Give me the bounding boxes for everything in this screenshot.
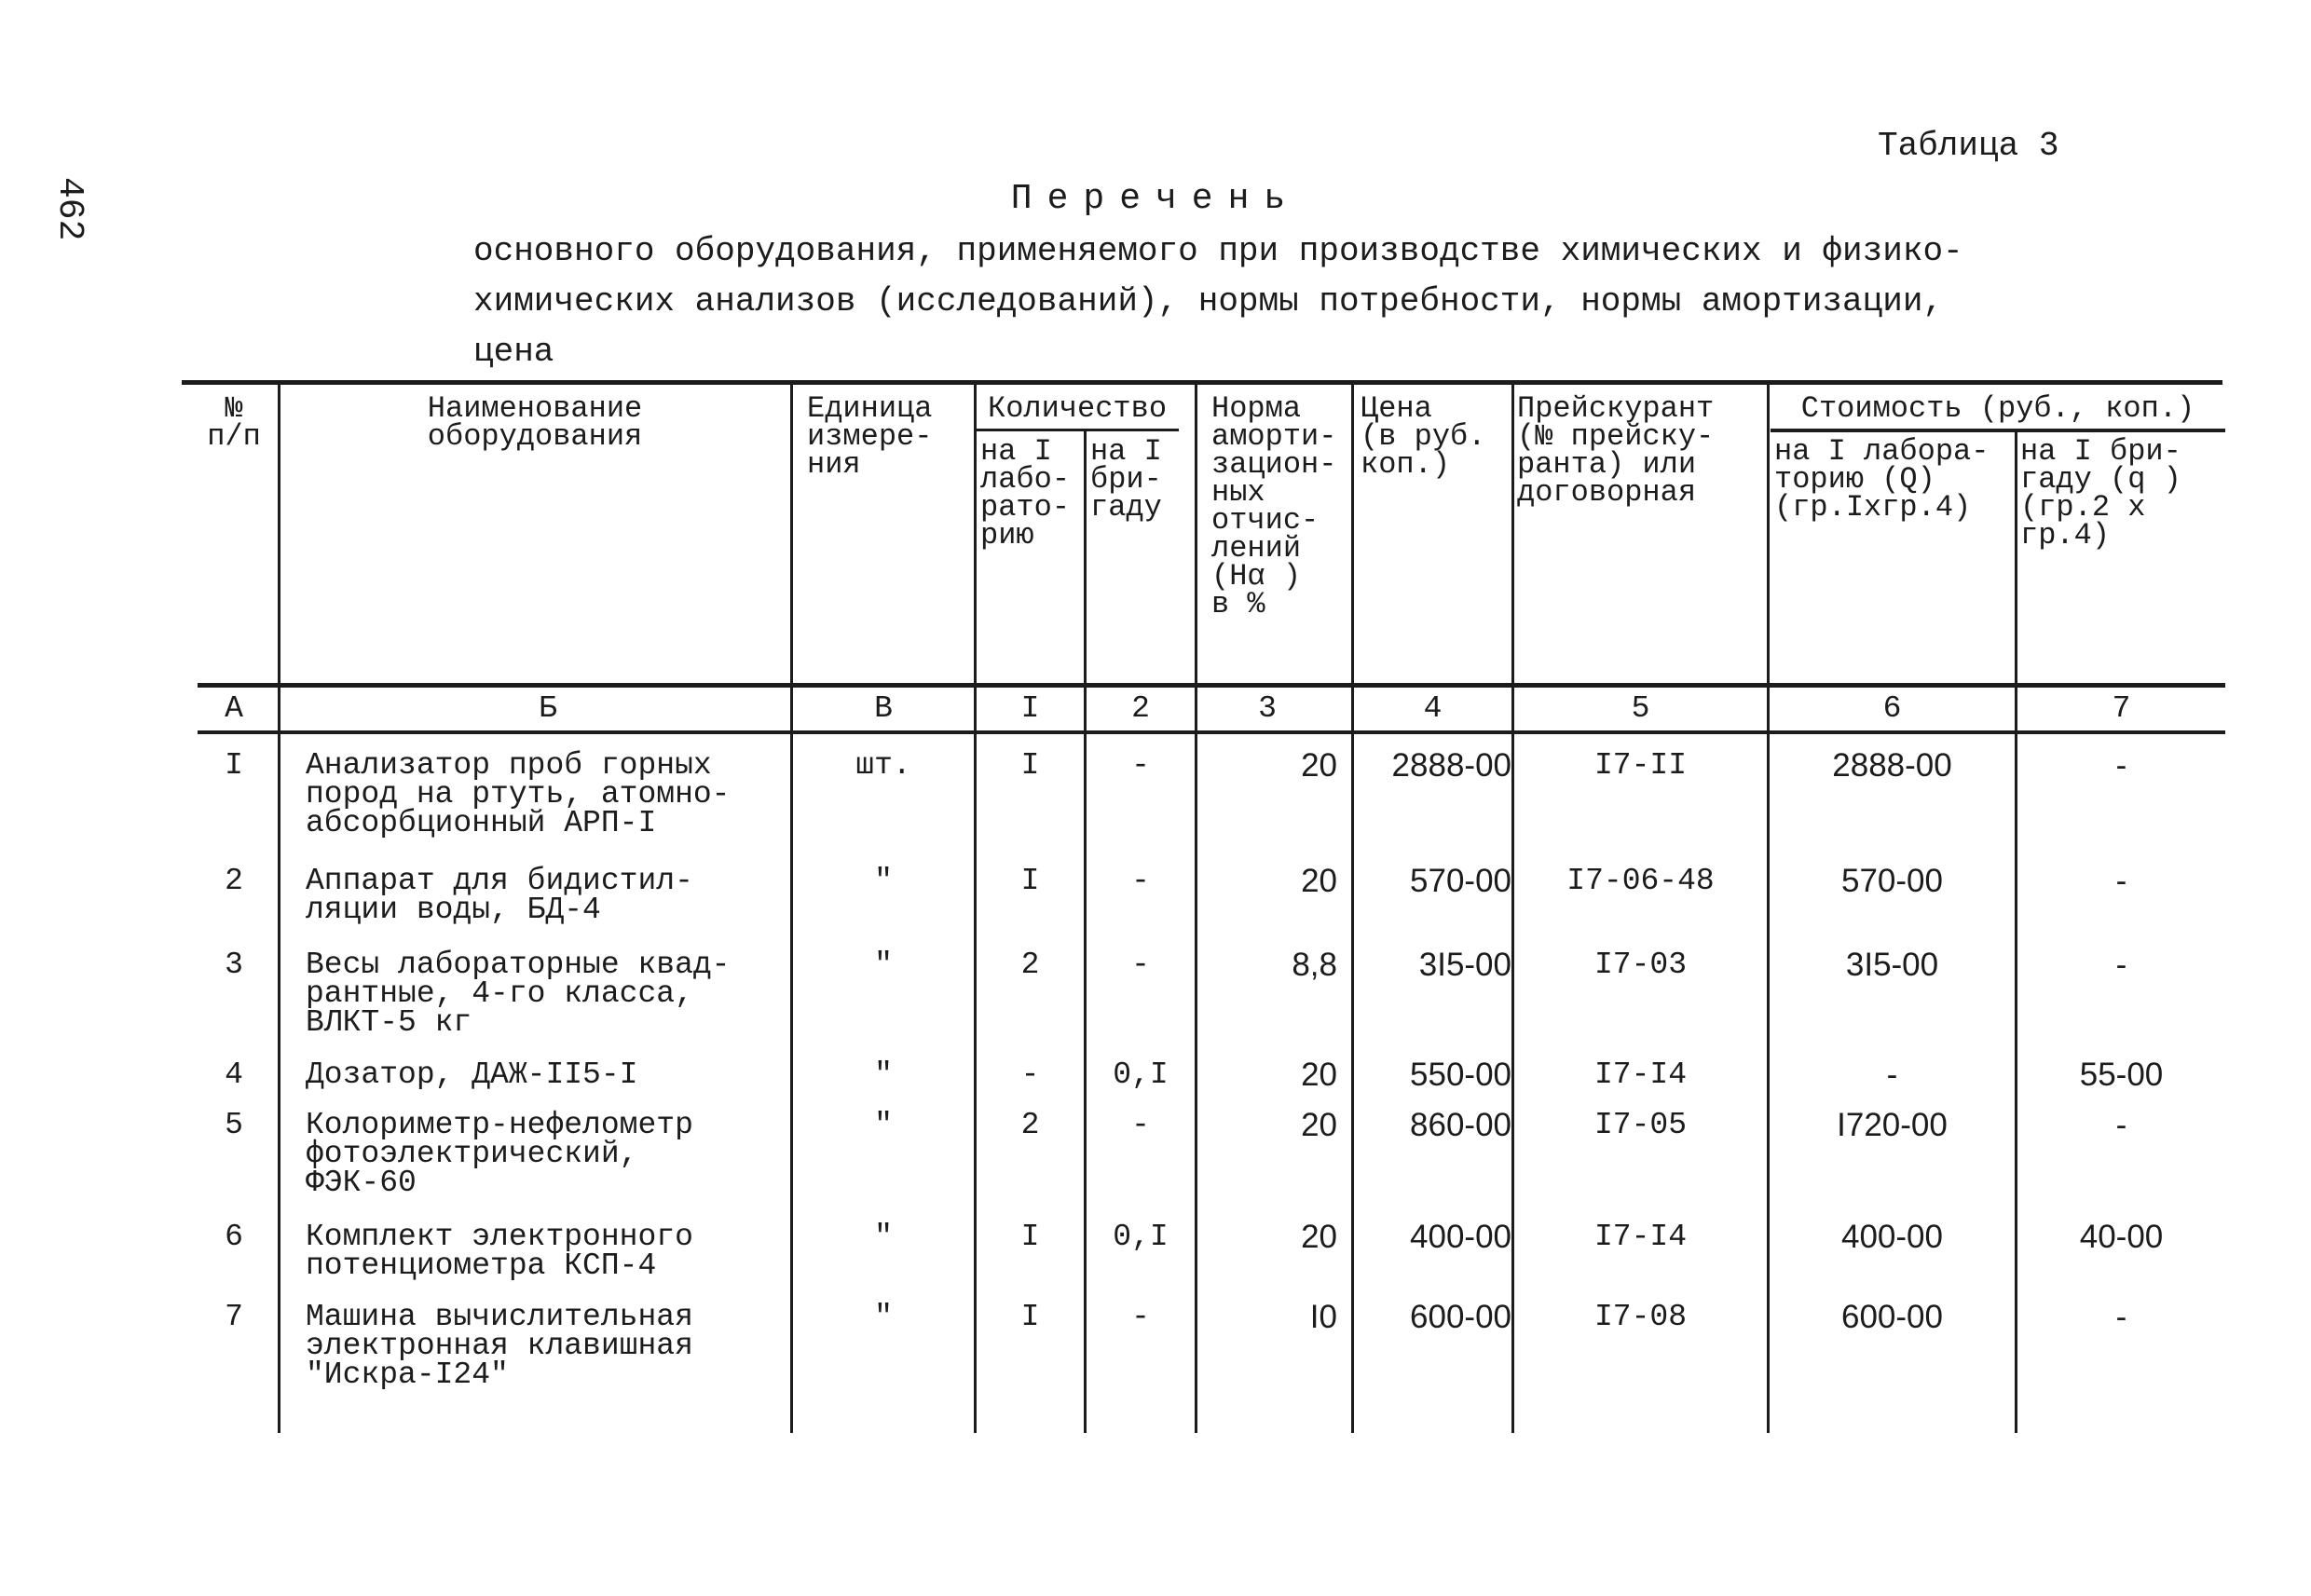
- row-2-pricelist: I7-06-48: [1566, 864, 1715, 898]
- header-norm: Норма аморти- зацион- ных отчис- лений (Hα ) в %: [1211, 391, 1337, 621]
- row-7-price: 600-00: [1410, 1299, 1511, 1335]
- col-divider: [1511, 382, 1514, 1433]
- row-4-norm: 20: [1301, 1057, 1337, 1093]
- column-code: 4: [1423, 691, 1443, 726]
- row-2-num: 2: [225, 864, 243, 898]
- row-6-price: 400-00: [1410, 1219, 1511, 1255]
- header-qty-brigade: на I бри- гаду: [1090, 434, 1162, 525]
- row-6-norm: 20: [1301, 1219, 1337, 1255]
- header-pricelist: Прейскурант (№ прейску- ранта) или договорная: [1517, 391, 1715, 510]
- column-code: 3: [1258, 691, 1277, 726]
- row-2-cost-brig: -: [2115, 863, 2127, 899]
- row-4-cost-lab: -: [1886, 1057, 1898, 1093]
- row-5-cost-lab: I720-00: [1837, 1107, 1948, 1143]
- codes-bottom-rule: [198, 730, 2225, 734]
- row-7-qty-lab: I: [1020, 1300, 1040, 1334]
- row-1-qty-brig: -: [1131, 748, 1150, 783]
- table-top-rule: [182, 380, 2222, 385]
- row-6-name: Комплект электронного потенциометра КСП-4: [306, 1220, 693, 1283]
- row-4-cost-brig: 55-00: [2079, 1057, 2164, 1093]
- header-qty-lab: на I лабо- рато- рию: [980, 434, 1071, 552]
- row-7-cost-brig: -: [2115, 1299, 2127, 1335]
- row-3-qty-lab: 2: [1020, 948, 1040, 982]
- row-7-qty-brig: -: [1131, 1300, 1150, 1334]
- row-1-price: 2888-00: [1391, 747, 1511, 784]
- row-1-cost-brig: -: [2115, 747, 2127, 784]
- col-divider: [790, 382, 793, 1433]
- col-divider: [278, 382, 280, 1433]
- row-7-pricelist: I7-08: [1593, 1300, 1688, 1334]
- header-name: Наименование оборудования: [427, 391, 643, 454]
- column-code: В: [874, 691, 893, 726]
- column-code: 7: [2112, 691, 2131, 726]
- page-number: 462: [49, 177, 89, 241]
- row-5-qty-brig: -: [1131, 1108, 1150, 1142]
- row-6-unit: ": [874, 1220, 893, 1254]
- document-subtitle: основного оборудования, применяемого при производстве химических и физико-химических анализов (исследований), нормы потребности, нормы амортизации, цена: [473, 232, 1963, 371]
- header-unit: Единица измере- ния: [807, 391, 933, 482]
- col-divider: [974, 382, 977, 1433]
- header-num: № п/п: [207, 391, 261, 454]
- row-6-cost-lab: 400-00: [1841, 1219, 1943, 1255]
- header-quantity: Количество: [987, 391, 1168, 426]
- row-5-qty-lab: 2: [1020, 1108, 1040, 1142]
- column-code: Б: [539, 691, 557, 726]
- col-divider: [1084, 429, 1087, 1433]
- row-6-cost-brig: 40-00: [2079, 1219, 2164, 1255]
- row-7-norm: I0: [1309, 1299, 1337, 1335]
- row-3-cost-brig: -: [2115, 947, 2127, 983]
- row-6-qty-lab: I: [1020, 1220, 1040, 1254]
- col-divider: [1351, 382, 1354, 1433]
- row-1-qty-lab: I: [1020, 748, 1040, 783]
- row-5-name: Колориметр-нефелометр фотоэлектрический, ФЭК-60: [306, 1108, 693, 1200]
- row-7-unit: ": [874, 1300, 893, 1334]
- row-2-qty-brig: -: [1131, 864, 1150, 898]
- row-1-name: Анализатор проб горных пород на ртуть, атомно- абсорбционный АРП-I: [306, 748, 731, 840]
- row-3-unit: ": [874, 948, 893, 982]
- row-1-num: I: [225, 748, 243, 783]
- row-7-num: 7: [225, 1300, 243, 1334]
- row-6-qty-brig: 0,I: [1113, 1220, 1169, 1254]
- row-3-norm: 8,8: [1292, 947, 1337, 983]
- row-6-num: 6: [225, 1220, 243, 1254]
- column-code: 2: [1131, 691, 1150, 726]
- header-bottom-rule: [198, 683, 2225, 688]
- row-2-norm: 20: [1301, 863, 1337, 899]
- row-5-cost-brig: -: [2115, 1107, 2127, 1143]
- row-5-unit: ": [874, 1108, 893, 1142]
- row-3-price: 3I5-00: [1418, 947, 1511, 983]
- row-4-name: Дозатор, ДАЖ-II5-I: [306, 1057, 638, 1092]
- row-2-price: 570-00: [1410, 863, 1511, 899]
- row-7-cost-lab: 600-00: [1841, 1299, 1943, 1335]
- header-cost-lab: на I лабора- торию (Q) (гр.Iхгр.4): [1774, 434, 1990, 525]
- row-1-unit: шт.: [855, 748, 911, 783]
- row-5-price: 860-00: [1410, 1107, 1511, 1143]
- row-3-name: Весы лабораторные квад- рантные, 4-го класса, ВЛКТ-5 кг: [306, 948, 731, 1040]
- header-cost-brigade: на I бри- гаду (q ) (гр.2 х гр.4): [2020, 434, 2181, 552]
- row-1-norm: 20: [1301, 747, 1337, 784]
- row-5-norm: 20: [1301, 1107, 1337, 1143]
- column-code: 6: [1882, 691, 1902, 726]
- row-3-num: 3: [225, 948, 243, 982]
- row-4-qty-lab: -: [1020, 1057, 1040, 1092]
- row-5-pricelist: I7-05: [1593, 1108, 1688, 1142]
- row-2-name: Аппарат для бидистил- ляции воды, БД-4: [306, 864, 693, 927]
- cost-group-underline: [1771, 429, 2225, 432]
- table-label: Таблица 3: [1878, 127, 2059, 165]
- row-3-cost-lab: 3I5-00: [1845, 947, 1939, 983]
- row-3-qty-brig: -: [1131, 948, 1150, 982]
- document-title: Перечень: [1010, 179, 1301, 219]
- row-4-price: 550-00: [1410, 1057, 1511, 1093]
- row-3-pricelist: I7-03: [1593, 948, 1688, 982]
- col-divider: [2015, 430, 2017, 1433]
- row-4-qty-brig: 0,I: [1113, 1057, 1169, 1092]
- row-2-cost-lab: 570-00: [1841, 863, 1943, 899]
- column-code: I: [1020, 691, 1040, 726]
- qty-group-underline: [974, 429, 1179, 431]
- row-2-unit: ": [874, 864, 893, 898]
- row-1-cost-lab: 2888-00: [1832, 747, 1952, 784]
- column-code: 5: [1631, 691, 1650, 726]
- row-5-num: 5: [225, 1108, 243, 1142]
- col-divider: [1195, 382, 1197, 1433]
- row-1-pricelist: I7-II: [1593, 748, 1688, 783]
- row-7-name: Машина вычислительная электронная клавишная "Искра-I24": [306, 1300, 693, 1392]
- row-6-pricelist: I7-I4: [1593, 1220, 1688, 1254]
- col-divider: [1767, 382, 1770, 1433]
- column-code: А: [225, 691, 243, 726]
- row-4-pricelist: I7-I4: [1593, 1057, 1688, 1092]
- header-cost: Стоимость (руб., коп.): [1800, 391, 2195, 426]
- row-4-num: 4: [225, 1057, 243, 1092]
- header-price: Цена (в руб. коп.): [1361, 391, 1486, 482]
- row-4-unit: ": [874, 1057, 893, 1092]
- row-2-qty-lab: I: [1020, 864, 1040, 898]
